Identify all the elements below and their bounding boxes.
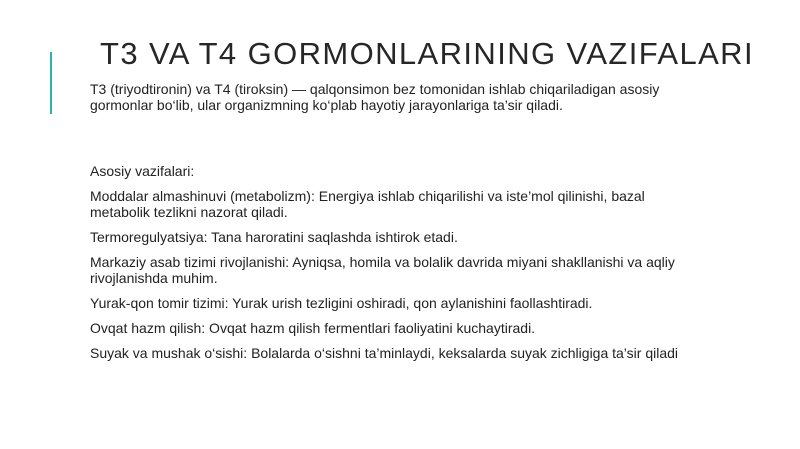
list-item: Termoregulyatsiya: Tana haroratini saqlashda ishtirok etadi. [90,229,458,245]
accent-bar [50,52,52,114]
list-item: Ovqat hazm qilish: Ovqat hazm qilish fermentlari faoliyatini kuchaytiradi. [90,320,536,336]
slide-body [90,81,690,370]
list-item: Moddalar almashinuvi (metabolizm): Energiya ishlab chiqarilishi va iste’mol qilinishi, bazal metabolik tezlikni nazorat qiladi. [90,188,645,220]
list-item: Yurak-qon tomir tizimi: Yurak urish tezligini oshiradi, qon aylanishini faollashtiradi. [90,295,593,311]
list-item: Suyak va mushak o‘sishi: Bolalarda o‘sishni ta’minlaydi, keksalarda suyak zichligiga ta’sir qiladi [90,345,679,361]
slide-title: T3 VA T4 GORMONLARINING VAZIFALARI [100,36,754,71]
intro-paragraph: T3 (triyodtironin) va T4 (tiroksin) — qalqonsimon bez tomonidan ishlab chiqariladigan asosiy gormonlar bo‘lib, ular organizmning ko‘plab hayotiy jarayonlariga ta’sir qiladi. [90,81,660,113]
list-item: Markaziy asab tizimi rivojlanishi: Ayniqsa, homila va bolalik davrida miyani shakllanishi va aqliy rivojlanishda muhim. [90,254,675,286]
subheading: Asosiy vazifalari: [90,163,195,179]
